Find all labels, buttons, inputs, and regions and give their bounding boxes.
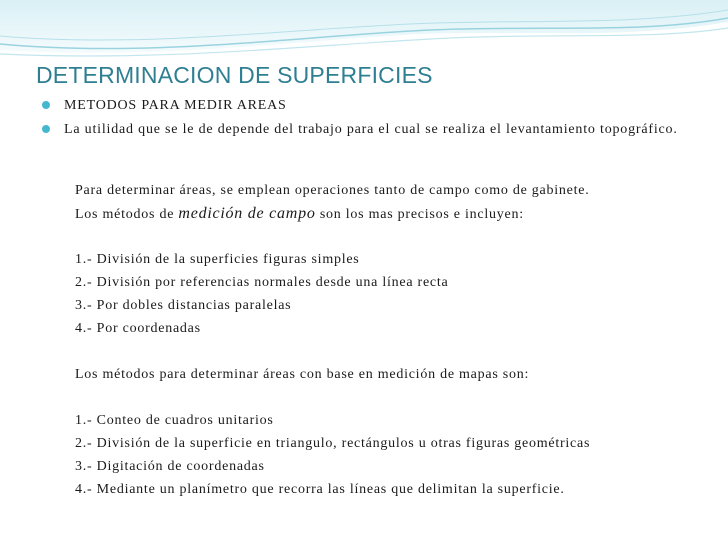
intro-line: Para determinar áreas, se emplean operaciones tanto de campo como de gabinete.	[75, 183, 590, 198]
bullet-text: La utilidad que se le de depende del trabajo para el cual se realiza el levantamiento topográfico.	[64, 122, 678, 137]
slide-body	[75, 179, 715, 501]
map-method-item: 4.- Mediante un planímetro que recorra las líneas que delimitan la superficie.	[75, 482, 565, 497]
header-wave-decoration	[0, 0, 728, 62]
map-method-item: 1.- Conteo de cuadros unitarios	[75, 413, 274, 428]
intro-line-methods	[75, 202, 715, 225]
intro-text: Los métodos de	[75, 207, 179, 222]
field-method-item: 3.- Por dobles distancias paralelas	[75, 298, 292, 313]
bullet-icon	[42, 125, 50, 133]
map-method-item: 2.- División de la superficie en triangulo, rectángulos u otras figuras geométricas	[75, 436, 591, 451]
map-method-item: 3.- Digitación de coordenadas	[75, 459, 265, 474]
map-methods-heading: Los métodos para determinar áreas con base en medición de mapas son:	[75, 367, 530, 382]
slide-title: DETERMINACION DE SUPERFICIES	[36, 62, 433, 88]
field-method-item: 4.- Por coordenadas	[75, 321, 201, 336]
bullet-list	[42, 96, 702, 139]
emphasis-text: medición de campo	[178, 205, 316, 222]
intro-text: son los mas precisos e incluyen:	[315, 207, 524, 222]
bullet-text: METODOS PARA MEDIR AREAS	[64, 98, 287, 113]
bullet-item	[42, 96, 702, 115]
field-method-item: 1.- División de la superficies figuras simples	[75, 252, 360, 267]
field-method-item: 2.- División por referencias normales desde una línea recta	[75, 275, 449, 290]
bullet-icon	[42, 101, 50, 109]
bullet-item	[42, 120, 702, 139]
